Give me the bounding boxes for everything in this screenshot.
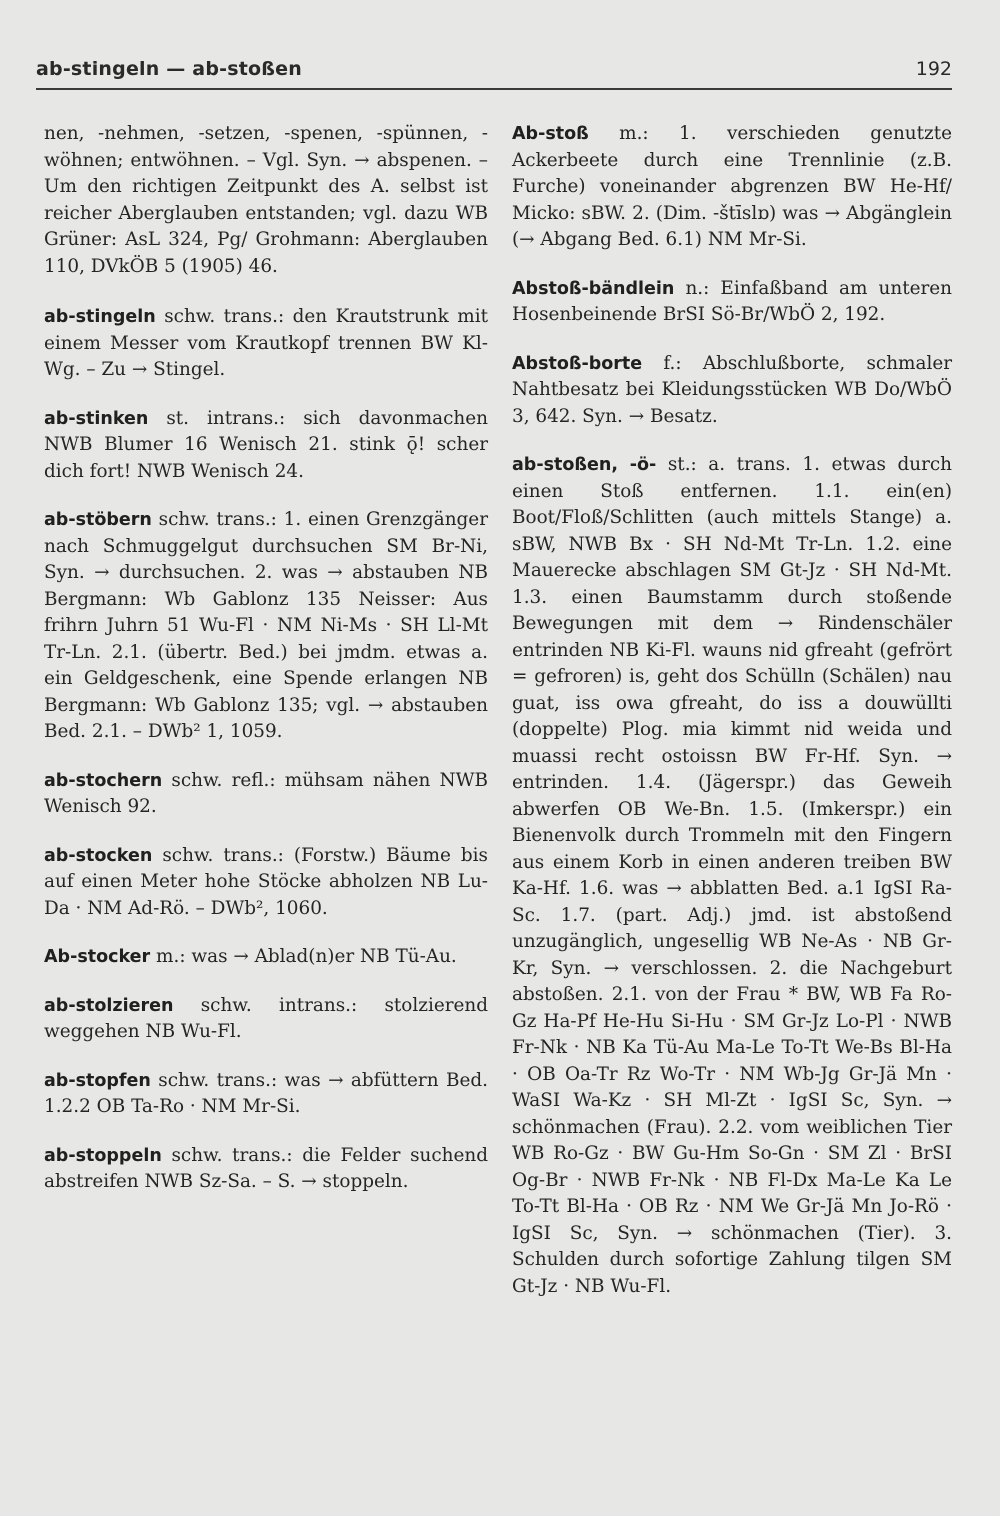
dictionary-entry: [44, 1068, 488, 1121]
entry-text: schw. trans.: was → abfüttern Bed. 1.2.2 OB Ta-Ro · NM Mr-Si.: [44, 1069, 488, 1117]
entry-text: schw. trans.: (Forstw.) Bäume bis auf einen Meter hohe Stöcke abholzen NB Lu-Da · NM Ad-Rö. – DWb², 1060.: [44, 844, 488, 919]
right-column: [512, 121, 952, 1322]
page-number: 192: [915, 58, 952, 80]
dictionary-entry: [44, 507, 488, 746]
entry-headword: ab-stinken: [44, 408, 149, 429]
entry-text: n.: Einfaßband am unteren Hosenbeinende BrSI Sö-Br/WbÖ 2, 192.: [512, 277, 952, 325]
entry-text: schw. trans.: den Krautstrunk mit einem Messer vom Krautkopf trennen BW Kl-Wg. – Zu → Stingel.: [44, 306, 488, 380]
dictionary-entry: [512, 452, 952, 1300]
entry-headword: Abstoß-bändlein: [512, 278, 675, 299]
dictionary-entry: [44, 843, 488, 923]
entry-headword: ab-stopfen: [44, 1070, 151, 1091]
dictionary-entry: [44, 768, 488, 821]
entry-text: m.: was → Ablad(n)er NB Tü-Au.: [156, 946, 457, 967]
dictionary-entry: [44, 406, 488, 486]
dictionary-entry: [44, 1143, 488, 1196]
entry-headword: ab-stochern: [44, 770, 163, 791]
entry-headword: ab-stingeln: [44, 307, 156, 327]
dictionary-entry: [512, 351, 952, 431]
dictionary-entry: [512, 276, 952, 329]
dictionary-entry: [44, 121, 488, 280]
dictionary-entry: [44, 993, 488, 1046]
entry-headword: Ab-stocker: [44, 947, 151, 967]
entry-text: st.: a. trans. 1. etwas durch einen Stoß entfernen. 1.1. ein(en) Boot/Floß/Schlitten (auch mittels Stange) a. sBW, NWB Bx · SH Nd-Mt Tr-Ln. 1.2. eine Mauerecke abschlagen SM Gt-Jz · SH Nd-Mt. 1.3. einen Baumstamm durch stoßende Bewegungen mit dem → Rindenschäler entrinden NB Ki-Fl. wauns nid gfreaht (gefrört = gefroren) is, geht dos Schülln (Schälen) nau guat, iss owa gfreaht, do iss a douwüllti (doppelte) Plog. mia kimmt nid weida und muassi recht ostoissn BW Fr-Hf. Syn. → entrinden. 1.4. (Jägerspr.) das Geweih abwerfen OB We-Bn. 1.5. (Imkerspr.) ein Bienenvolk durch Trommeln mit den Fingern aus einem Korb in einen anderen treiben BW Ka-Hf. 1.6. was → abblatten Bed. a.1 IgSI Ra-Sc. 1.7. (part. Adj.) jmd. ist abstoßend unzugänglich, ungesellig WB Ne-As · NB Gr-Kr, Syn. → verschlossen. 2. die Nachgeburt abstoßen. 2.1. von der Frau * BW, WB Fa Ro-Gz Ha-Pf He-Hu Si-Hu · SM Gr-Jz Lo-Pl · NWB Fr-Nk · NB Ka Tü-Au Ma-Le To-Tt We-Bs Bl-Ha · OB Oa-Tr Rz Wo-Tr · NM Wb-Jg Gr-Jä Mn · WaSI Wa-Kz · SH Ml-Zt · IgSI Sc, Syn. → schönmachen (Frau). 2.2. vom weiblichen Tier WB Ro-Gz · BW Gu-Hm So-Gn · SM Zl · BrSI Og-Br · NWB Fr-Nk · NB Fl-Dx Ma-Le Ka Le To-Tt Bl-Ha · OB Rz · NM We Gr-Jä Mn Jo-Rö · IgSI Sc, Syn. → schönmachen (Tier). 3. Schulden durch sofortige Zahlung tilgen SM Gt-Jz · NB Wu-Fl.: [512, 454, 953, 1297]
page-header: [36, 54, 952, 90]
entry-headword: Ab-stoß: [512, 124, 589, 144]
entry-text: schw. intrans.: stolzierend weggehen NB Wu-Fl.: [44, 994, 488, 1042]
entry-text: st. intrans.: sich davonmachen NWB Blumer 16 Wenisch 21. stink ǭ! scher dich fort! NWB Wenisch 24.: [44, 407, 488, 482]
entry-headword: ab-stocken: [44, 845, 153, 866]
entry-text: schw. trans.: die Felder suchend abstreifen NWB Sz-Sa. – S. → stoppeln.: [44, 1144, 488, 1192]
dictionary-entry: [44, 944, 488, 971]
entry-headword: ab-stoßen, -ö-: [512, 455, 657, 475]
entry-headword: ab-stöbern: [44, 510, 152, 530]
running-head: ab-stingeln — ab-stoßen: [36, 58, 302, 80]
entry-text: m.: 1. verschieden genutzte Ackerbeete durch eine Trennlinie (z.B. Furche) voneinander abgrenzen BW He-Hf/ Micko: sBW. 2. (Dim. -štīslɒ) was → Abgänglein (→ Abgang Bed. 6.1) NM Mr-Si.: [512, 123, 952, 250]
entry-text: schw. refl.: mühsam nähen NWB Wenisch 92.: [44, 769, 488, 817]
dictionary-entry: [44, 304, 488, 384]
entry-headword: ab-stoppeln: [44, 1145, 162, 1166]
dictionary-entry: [512, 121, 952, 254]
entry-headword: Abstoß-borte: [512, 353, 643, 374]
entry-text: f.: Abschlußborte, schmaler Nahtbesatz bei Kleidungsstücken WB Do/WbÖ 3, 642. Syn. → Besatz.: [512, 352, 952, 427]
entry-text: nen, -nehmen, -setzen, -spenen, -spünnen, -wöhnen; entwöhnen. – Vgl. Syn. → abspenen. – Um den richtigen Zeitpunkt des A. selbst ist reicher Aberglauben entstanden; vgl. dazu WB Grüner: AsL 324, Pg/ Grohmann: Aberglauben 110, DVkÖB 5 (1905) 46.: [44, 123, 488, 277]
entry-text: schw. trans.: 1. einen Grenzgänger nach Schmuggelgut durchsuchen SM Br-Ni, Syn. → durchsuchen. 2. was → abstauben NB Bergmann: Wb Gablonz 135 Neisser: Aus frihrn Juhrn 51 Wu-Fl · NM Ni-Ms · SH Ll-Mt Tr-Ln. 2.1. (übertr. Bed.) bei jmdm. etwas a. ein Geldgeschenk, eine Spende erlangen NB Bergmann: Wb Gablonz 135; vgl. → abstauben Bed. 2.1. – DWb² 1, 1059.: [44, 509, 488, 742]
entry-headword: ab-stolzieren: [44, 995, 174, 1016]
left-column: [44, 121, 488, 1218]
